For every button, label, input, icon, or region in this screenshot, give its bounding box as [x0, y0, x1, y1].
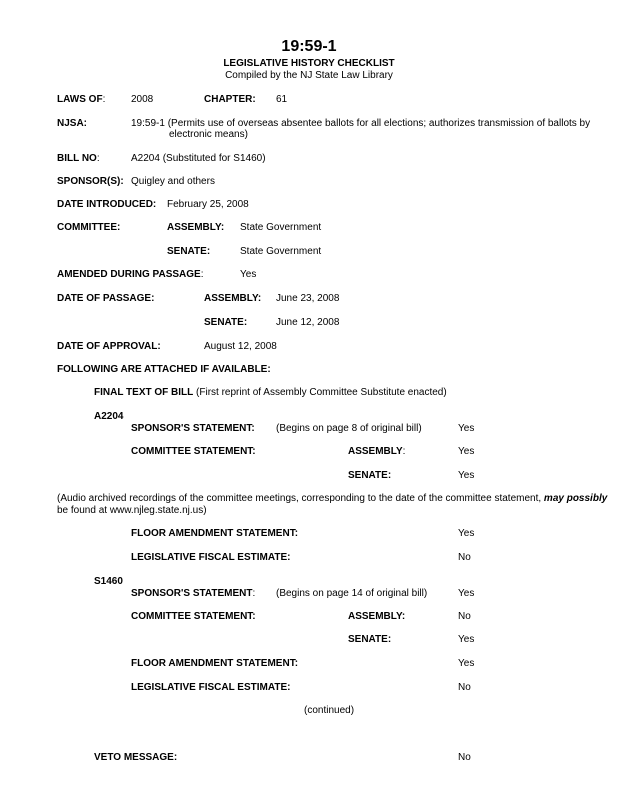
compiled-by: Compiled by the NJ State Law Library	[225, 70, 393, 81]
s1460-committee-assembly-label: ASSEMBLY:	[348, 611, 406, 622]
s1460-floor-value: Yes	[458, 658, 475, 669]
s1460-heading: S1460	[94, 576, 123, 587]
following-attached-heading: FOLLOWING ARE ATTACHED IF AVAILABLE:	[57, 364, 271, 375]
sponsors-value: Quigley and others	[131, 176, 215, 187]
a2204-floor-label: FLOOR AMENDMENT STATEMENT:	[131, 528, 299, 539]
s1460-committee-senate-label: SENATE:	[348, 634, 392, 645]
passage-senate-label: SENATE:	[204, 317, 248, 328]
page-title: 19:59-1	[281, 38, 337, 55]
date-introduced-value: February 25, 2008	[167, 199, 249, 210]
a2204-committee-assembly-label: ASSEMBLY:	[348, 446, 406, 457]
a2204-sponsor-note: (Begins on page 8 of original bill)	[276, 423, 422, 434]
audio-note-line1: (Audio archived recordings of the committee meetings, corresponding to the date of the committee statement, may possibly	[57, 493, 608, 504]
a2204-floor-value: Yes	[458, 528, 475, 539]
s1460-sponsor-note: (Begins on page 14 of original bill)	[276, 588, 428, 599]
bill-no-value: A2204 (Substituted for S1460)	[131, 153, 266, 164]
laws-of-value: 2008	[131, 94, 154, 105]
date-of-approval-label: DATE OF APPROVAL:	[57, 341, 161, 352]
audio-note-line2: be found at www.njleg.state.nj.us)	[57, 505, 207, 516]
committee-assembly-value: State Government	[240, 222, 322, 233]
s1460-fiscal-value: No	[458, 682, 471, 693]
passage-senate-value: June 12, 2008	[276, 317, 340, 328]
page-subtitle: LEGISLATIVE HISTORY CHECKLIST	[223, 58, 395, 69]
chapter-value: 61	[276, 94, 288, 105]
njsa-value-line1: 19:59-1 (Permits use of overseas absentee ballots for all elections; authorizes transmission of ballots by	[131, 118, 591, 129]
s1460-sponsor-value: Yes	[458, 588, 475, 599]
date-of-approval-value: August 12, 2008	[204, 341, 277, 352]
s1460-committee-assembly-value: No	[458, 611, 471, 622]
chapter-label: CHAPTER:	[204, 94, 256, 105]
passage-assembly-value: June 23, 2008	[276, 293, 340, 304]
amended-label: AMENDED DURING PASSAGE:	[57, 269, 204, 280]
a2204-sponsor-value: Yes	[458, 423, 475, 434]
laws-of-label: LAWS OF:	[57, 94, 106, 105]
a2204-sponsor-label: SPONSOR'S STATEMENT:	[131, 423, 255, 434]
a2204-fiscal-value: No	[458, 552, 471, 563]
committee-senate-label: SENATE:	[167, 246, 211, 257]
sponsors-label: SPONSOR(S):	[57, 176, 124, 187]
s1460-fiscal-label: LEGISLATIVE FISCAL ESTIMATE:	[131, 682, 291, 693]
njsa-value-line2: electronic means)	[169, 129, 248, 140]
s1460-committee-senate-value: Yes	[458, 634, 475, 645]
date-of-passage-label: DATE OF PASSAGE:	[57, 293, 155, 304]
continued-note: (continued)	[304, 705, 355, 716]
date-introduced-label: DATE INTRODUCED:	[57, 199, 157, 210]
a2204-committee-assembly-value: Yes	[458, 446, 475, 457]
committee-assembly-label: ASSEMBLY:	[167, 222, 225, 233]
passage-assembly-label: ASSEMBLY:	[204, 293, 262, 304]
a2204-committee-senate-label: SENATE:	[348, 470, 392, 481]
a2204-heading: A2204	[94, 411, 124, 422]
a2204-committee-senate-value: Yes	[458, 470, 475, 481]
a2204-committee-label: COMMITTEE STATEMENT:	[131, 446, 256, 457]
bill-no-label: BILL NO:	[57, 153, 100, 164]
a2204-fiscal-label: LEGISLATIVE FISCAL ESTIMATE:	[131, 552, 291, 563]
committee-senate-value: State Government	[240, 246, 322, 257]
s1460-floor-label: FLOOR AMENDMENT STATEMENT:	[131, 658, 299, 669]
veto-message-label: VETO MESSAGE:	[94, 752, 178, 763]
veto-message-value: No	[458, 752, 471, 763]
s1460-committee-label: COMMITTEE STATEMENT:	[131, 611, 256, 622]
njsa-label: NJSA:	[57, 118, 88, 129]
committee-label: COMMITTEE:	[57, 222, 121, 233]
amended-value: Yes	[240, 269, 257, 280]
final-text-of-bill: FINAL TEXT OF BILL (First reprint of Assembly Committee Substitute enacted)	[94, 387, 447, 398]
s1460-sponsor-label: SPONSOR'S STATEMENT:	[131, 588, 256, 599]
